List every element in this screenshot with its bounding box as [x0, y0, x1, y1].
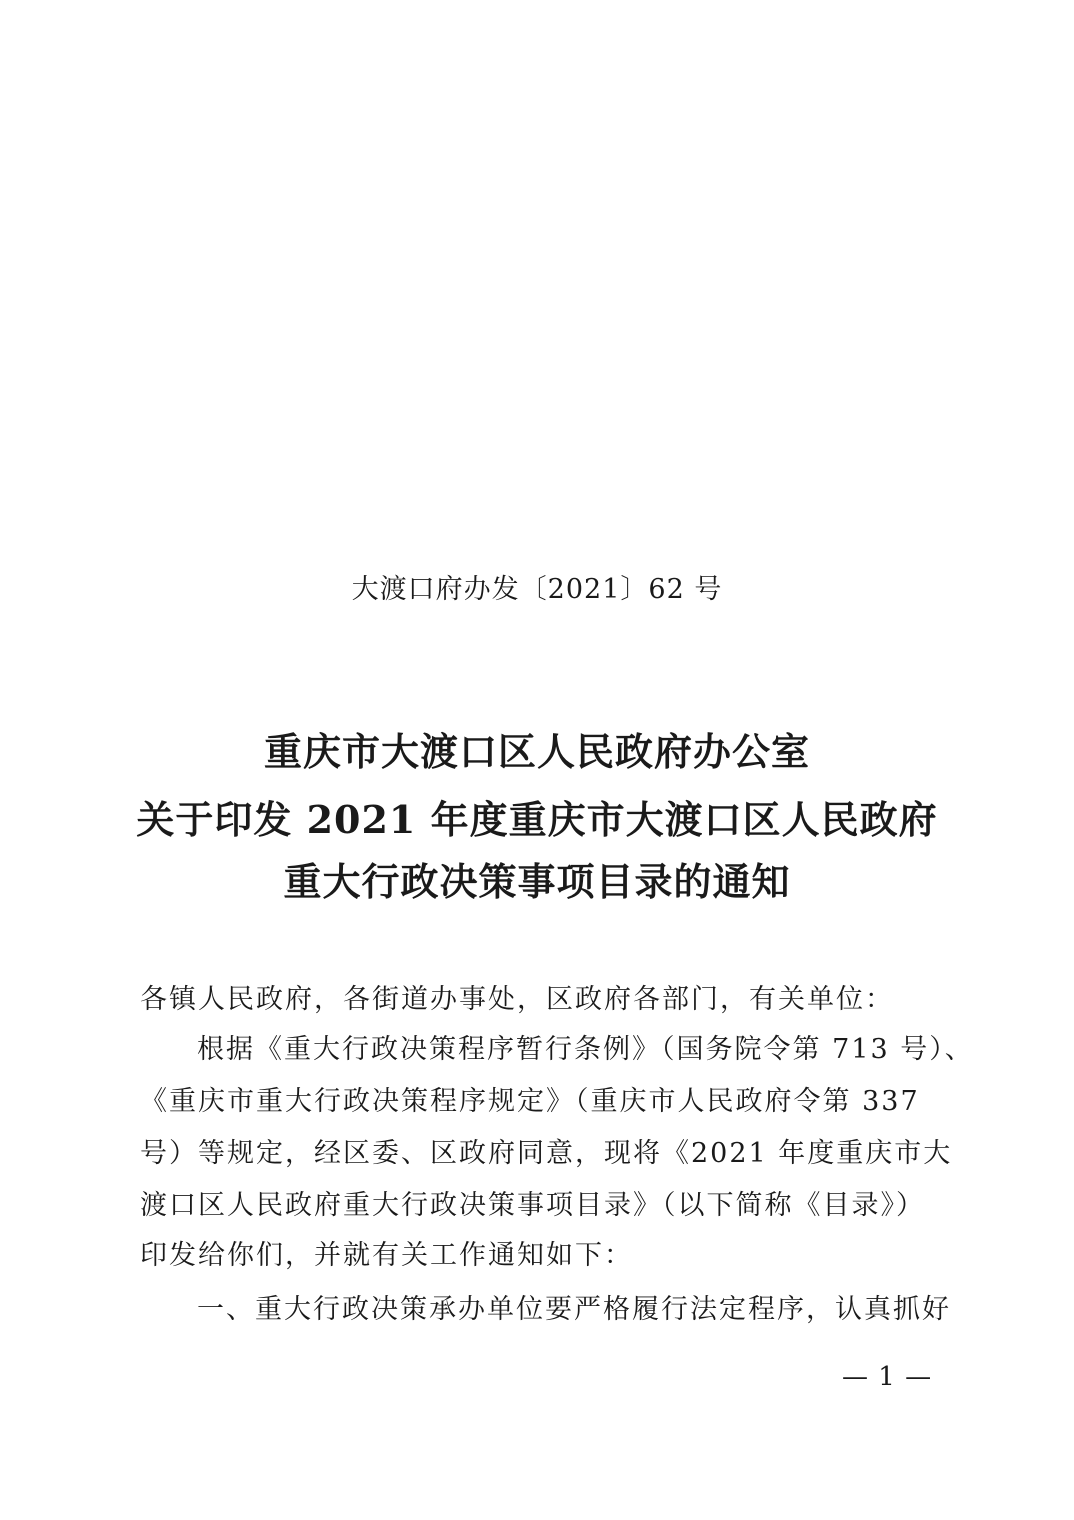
body-line-1: 根据《重大行政决策程序暂行条例》（国务院令第 713 号）、	[197, 1034, 974, 1065]
body-line-2: 《重庆市重大行政决策程序规定》（重庆市人民政府令第 337	[140, 1086, 920, 1117]
body-line-3: 号）等规定，经区委、区政府同意，现将《2021 年度重庆市大	[140, 1138, 953, 1169]
page-number: — 1 —	[842, 1362, 933, 1392]
document-number: 大渡口府办发〔2021〕62 号	[351, 574, 723, 605]
addressee: 各镇人民政府，各街道办事处，区政府各部门，有关单位：	[140, 984, 894, 1015]
title-line-2: 关于印发 2021 年度重庆市大渡口区人民政府	[136, 797, 938, 842]
body-line-6: 一、重大行政决策承办单位要严格履行法定程序，认真抓好	[197, 1294, 951, 1325]
body-line-5: 印发给你们，并就有关工作通知如下：	[140, 1240, 633, 1271]
title-line-1: 重庆市大渡口区人民政府办公室	[263, 729, 810, 774]
body-line-4: 渡口区人民政府重大行政决策事项目录》（以下简称《目录》）	[140, 1190, 925, 1221]
title-line-3: 重大行政决策事项目录的通知	[283, 859, 791, 904]
